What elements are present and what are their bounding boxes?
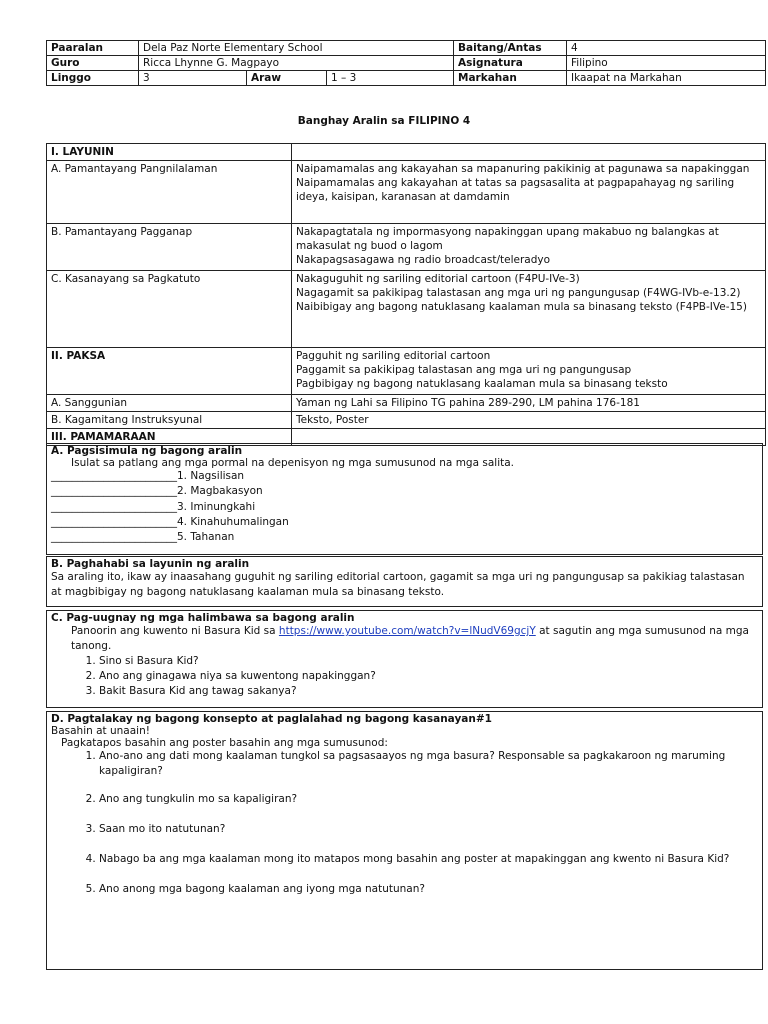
video-link[interactable]: https://www.youtube.com/watch?v=lNudV69gcjY [278,625,536,637]
objective-c-text-2: Nagagamit sa pakikipag talastasan ang mga uri ng pangungusap (F4WG-IVb-e-13.2) [296,287,741,299]
section-d-line-1: Basahin at unaain! [51,725,150,737]
section-a-title: A. Pagsisimula ng bagong aralin [51,445,243,457]
section-b-box [46,556,763,607]
day-label: Araw [247,71,327,86]
definition-item-2: ________________________2. Magbakasyon [51,485,263,498]
paksa-text-3: Pagbibigay ng bagong natuklasang kaalaman mula sa binasang teksto [296,378,668,390]
section-d-question-3: 3. Saan mo ito natutunan? [99,822,758,837]
teacher-value: Ricca Lhynne G. Magpayo [139,56,454,71]
school-value: Dela Paz Norte Elementary School [139,41,454,56]
definition-item-5: ________________________5. Tahanan [51,531,235,544]
section-c-intro-before: Panoorin ang kuwento ni Basura Kid sa [71,625,279,637]
week-value: 3 [139,71,247,86]
section-b-title: B. Paghahabi sa layunin ng aralin [51,558,250,570]
header-table [46,40,766,86]
week-label: Linggo [47,71,139,86]
objective-b-text-2: Nakapagsasagawa ng radio broadcast/teleradyo [296,254,551,266]
subject-label: Asignatura [454,56,567,71]
section-b-text: Sa araling ito, ikaw ay inaasahang guguhit ng sariling editorial cartoon, gagamit sa mga uri ng pangungusap sa pakikiag talastasan at magbibigay ng bagong natuklasang kaalaman mula sa binasang teksto. [51,571,745,598]
section-c-question-1: 1. Sino si Basura Kid? [99,654,758,669]
section-d-question-2: 2. Ano ang tungkulin mo sa kapaligiran? [99,792,758,807]
section-d-question-4: 4. Nabago ba ang mga kaalaman mong ito matapos mong basahin ang poster at mapakinggan ang kwento ni Basura Kid? [99,852,758,867]
layunin-heading: I. LAYUNIN [47,144,292,161]
teacher-label: Guro [47,56,139,71]
section-d-box [46,711,763,970]
section-c-intro-after: at sagutin ang mga sumusunod na mga tanong. [71,625,749,652]
kasanayan-label: C. Kasanayang sa Pagkatuto [47,271,292,348]
pamantayang-pangnilalaman-label: A. Pamantayang Pangnilalaman [47,161,292,224]
paksa-text-2: Paggamit sa pakikipag talastasan ang mga uri ng pangungusap [296,364,632,376]
section-d-questions [51,749,758,897]
section-c-question-2: 2. Ano ang ginagawa niya sa kuwentong napakinggan? [99,669,758,684]
pamantayang-pagganap-label: B. Pamantayang Pagganap [47,224,292,271]
pamamaraan-heading: III. PAMAMARAAN [47,429,292,446]
definition-item-3: ________________________3. Iminungkahi [51,500,256,513]
objective-c-text-3: Naibibigay ang bagong natuklasang kaalaman mula sa binasang teksto (F4PB-IVe-15) [296,301,747,313]
subject-value: Filipino [567,56,766,71]
sanggunian-text: Yaman ng Lahi sa Filipino TG pahina 289-290, LM pahina 176-181 [292,395,766,412]
school-label: Paaralan [47,41,139,56]
section-d-title: D. Pagtalakay ng bagong konsepto at paglalahad ng bagong kasanayan#1 [51,713,492,725]
objectives-table [46,143,766,446]
quarter-label: Markahan [454,71,567,86]
document-title: Banghay Aralin sa FILIPINO 4 [297,115,471,127]
sanggunian-label: A. Sanggunian [47,395,292,412]
objective-c-text-1: Nakaguguhit ng sariling editorial cartoon (F4PU-IVe-3) [296,273,580,285]
definition-item-1: ________________________1. Nagsilisan [51,470,245,482]
section-d-question-1: 1. Ano-ano ang dati mong kaalaman tungkol sa pagsasaayos ng mga basura? Responsable sa pagkakaroon ng maruming kapaligiran? [99,749,758,779]
section-d-line-2: Pagkatapos basahin ang poster basahin ang mga sumusunod: [61,737,388,749]
grade-label: Baitang/Antas [454,41,567,56]
paksa-text-1: Pagguhit ng sariling editorial cartoon [296,350,491,362]
grade-value: 4 [567,41,766,56]
section-c-box [46,610,763,708]
section-d-question-5: 5. Ano anong mga bagong kaalaman ang iyong mga natutunan? [99,882,758,897]
section-c-title: C. Pag-uugnay ng mga halimbawa sa bagong aralin [51,612,355,624]
kagamitan-text: Teksto, Poster [292,412,766,429]
day-value: 1 – 3 [327,71,454,86]
definition-item-4: ________________________4. Kinahuhumalingan [51,515,289,528]
paksa-heading: II. PAKSA [47,348,292,395]
kagamitan-label: B. Kagamitang Instruksyunal [47,412,292,429]
section-c-question-3: 3. Bakit Basura Kid ang tawag sakanya? [99,684,758,699]
objective-b-text-1: Nakapagtatala ng impormasyong napakinggan upang makabuo ng balangkas at makasulat ng buod o lagom [296,226,719,252]
section-a-box [46,443,763,555]
section-c-questions [51,654,758,699]
objective-a-text-1: Naipamamalas ang kakayahan sa mapanuring pakikinig at pagunawa sa napakinggan [296,163,750,175]
objective-a-text-2: Naipamamalas ang kakayahan at tatas sa pagsasalita at pagpapahayag ng sariling ideya, kaisipan, karanasan at damdamin [296,177,735,203]
quarter-value: Ikaapat na Markahan [567,71,766,86]
section-a-instruction: Isulat sa patlang ang mga pormal na depenisyon ng mga sumusunod na mga salita. [71,457,514,469]
section-c-intro [51,624,758,654]
